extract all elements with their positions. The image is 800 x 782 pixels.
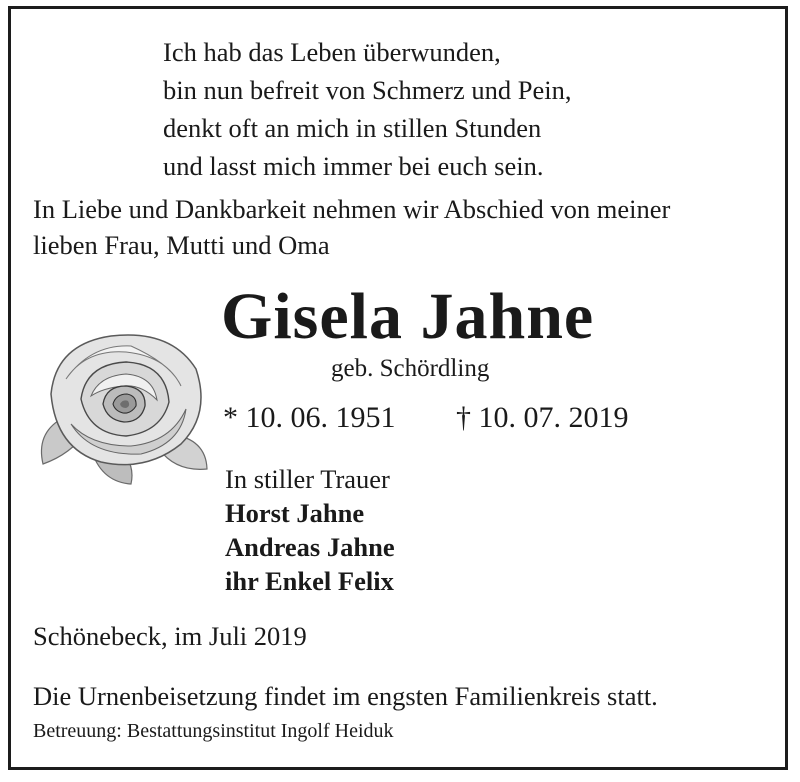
funeral-note: Die Urnenbeisetzung findet im engsten Familienkreis statt. (33, 681, 658, 711)
deceased-name: Gisela Jahne (221, 280, 595, 353)
farewell-intro (33, 191, 670, 263)
poem-line: bin nun befreit von Schmerz und Pein, (163, 75, 572, 105)
poem-line: denkt oft an mich in stillen Stunden (163, 113, 542, 143)
mourner-name: ihr Enkel Felix (225, 566, 394, 596)
obituary-notice (8, 6, 788, 770)
mourner-name: Horst Jahne (225, 498, 365, 528)
birth-date: * 10. 06. 1951 (223, 401, 396, 434)
poem-line: und lasst mich immer bei euch sein. (163, 151, 544, 181)
maiden-name: geb. Schördling (331, 355, 490, 382)
poem-line: Ich hab das Leben überwunden, (163, 37, 501, 67)
mourner-name: Andreas Jahne (225, 532, 395, 562)
rose-icon (31, 324, 211, 486)
intro-line: lieben Frau, Mutti und Oma (33, 230, 330, 260)
undertaker-credit: Betreuung: Bestattungsinstitut Ingolf Heiduk (33, 720, 394, 742)
mourners-block (225, 462, 395, 598)
poem (163, 33, 571, 185)
place-date: Schönebeck, im Juli 2019 (33, 621, 307, 651)
death-date: † 10. 07. 2019 (456, 401, 629, 434)
mourners-heading: In stiller Trauer (225, 464, 390, 494)
intro-line: In Liebe und Dankbarkeit nehmen wir Abschied von meiner (33, 194, 671, 224)
